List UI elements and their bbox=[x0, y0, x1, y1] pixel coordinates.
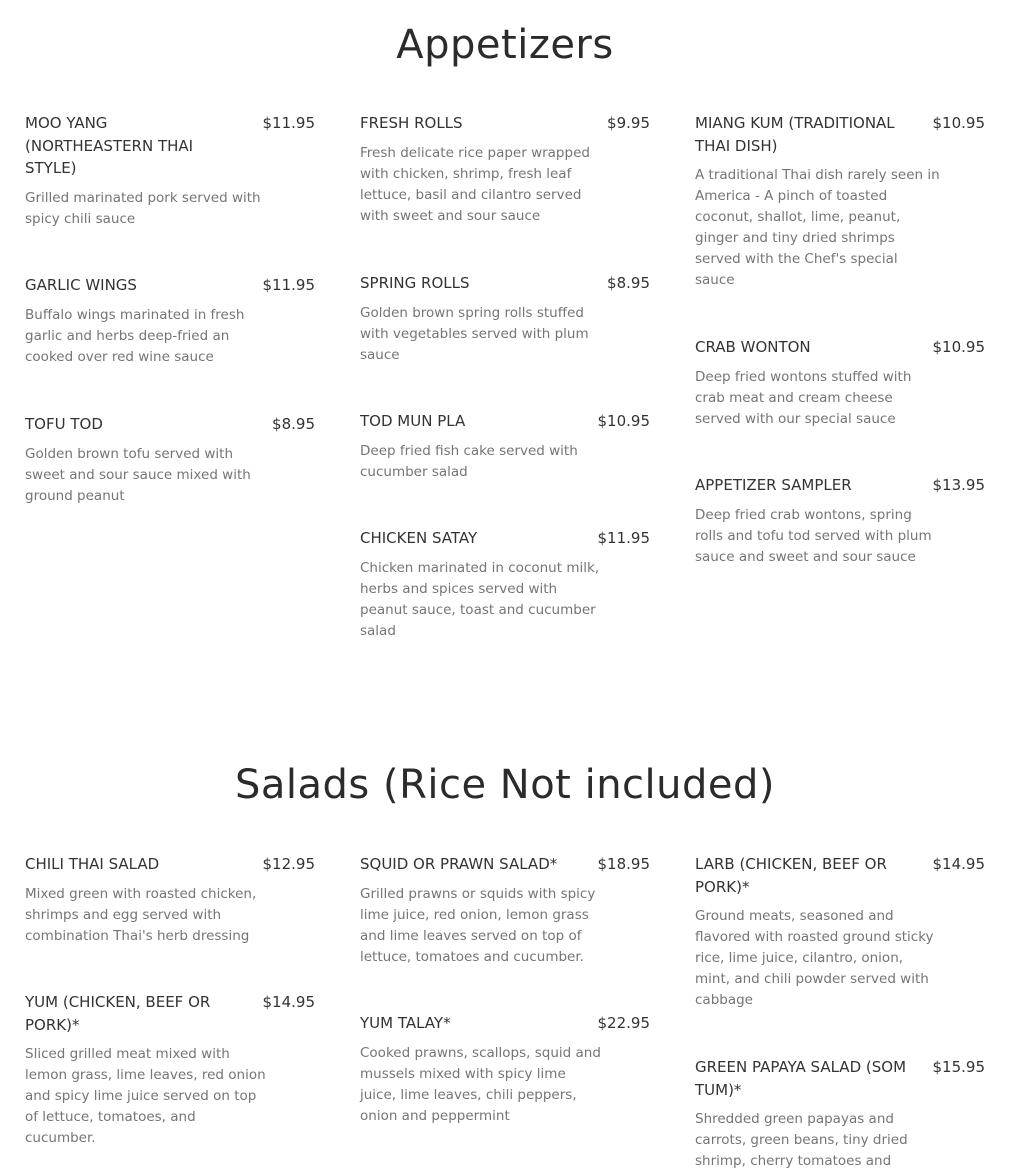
menu-item-description: Sliced grilled meat mixed with lemon grass, lime leaves, red onion and spicy lime juice served on top of lettuce, tomatoes, and cucumber. bbox=[25, 1046, 266, 1146]
menu-item bbox=[695, 336, 985, 430]
menu-item-description: Shredded green papayas and carrots, green beans, tiny dried shrimp, cherry tomatoes and bbox=[695, 1111, 908, 1169]
menu-item-price: $15.95 bbox=[932, 1058, 985, 1076]
menu-item-name: CRAB WONTON bbox=[695, 338, 811, 356]
menu-item bbox=[25, 413, 315, 507]
menu-item-name: LARB (CHICKEN, BEEF OR PORK)* bbox=[695, 855, 887, 896]
menu-item-name: CHILI THAI SALAD bbox=[25, 855, 160, 873]
menu-item bbox=[360, 410, 650, 483]
menu-item-price: $14.95 bbox=[262, 993, 315, 1011]
menu-item-name: MOO YANG (NORTHEASTERN THAI STYLE) bbox=[25, 114, 194, 177]
menu-item bbox=[25, 112, 315, 230]
menu-item-description: Deep fried fish cake served with cucumber salad bbox=[360, 442, 578, 480]
menu-item-name: YUM (CHICKEN, BEEF OR PORK)* bbox=[25, 993, 211, 1034]
menu-item-price: $22.95 bbox=[597, 1014, 650, 1032]
menu-item-price: $9.95 bbox=[607, 114, 650, 132]
menu-item-description: Deep fried wontons stuffed with crab meat and cream cheese served with our special sauce bbox=[695, 368, 912, 427]
menu-item bbox=[360, 112, 650, 227]
menu-item-price: $18.95 bbox=[597, 855, 650, 873]
menu-item-description: A traditional Thai dish rarely seen in America - A pinch of toasted coconut, shallot, lime, peanut, ginger and tiny dried shrimps served with the Chef's special sauce bbox=[695, 167, 940, 288]
menu-item-name: GARLIC WINGS bbox=[25, 276, 137, 294]
menu-item-description: Chicken marinated in coconut milk, herbs and spices served with peanut sauce, toast and cucumber salad bbox=[360, 559, 600, 639]
menu-item-price: $11.95 bbox=[262, 114, 315, 132]
menu-item-name: SQUID OR PRAWN SALAD* bbox=[360, 855, 558, 873]
menu-item bbox=[360, 527, 650, 642]
menu-item bbox=[360, 853, 650, 968]
menu-item-price: $13.95 bbox=[932, 476, 985, 494]
menu-item-description: Mixed green with roasted chicken, shrimps and egg served with combination Thai's herb dressing bbox=[25, 885, 257, 944]
menu-item bbox=[360, 272, 650, 366]
menu-item-description: Buffalo wings marinated in fresh garlic and herbs deep-fried an cooked over red wine sauce bbox=[25, 306, 245, 365]
menu-item-description: Grilled marinated pork served with spicy chili sauce bbox=[25, 189, 261, 227]
menu-item-name: FRESH ROLLS bbox=[360, 114, 463, 132]
menu-item-price: $10.95 bbox=[932, 114, 985, 132]
menu-item-description: Cooked prawns, scallops, squid and mussels mixed with spicy lime juice, lime leaves, chili peppers, onion and peppermint bbox=[360, 1044, 601, 1124]
menu-item-name: SPRING ROLLS bbox=[360, 274, 470, 292]
menu-item-name: YUM TALAY* bbox=[360, 1014, 451, 1032]
menu-item bbox=[25, 853, 315, 947]
menu-item bbox=[695, 853, 985, 1011]
salads-section-title: Salads (Rice Not included) bbox=[234, 762, 775, 808]
menu-item-price: $10.95 bbox=[597, 412, 650, 430]
menu-item-description: Grilled prawns or squids with spicy lime juice, red onion, lemon grass and lime leaves served on top of lettuce, tomatoes and cucumber. bbox=[360, 885, 596, 965]
menu-item-name: TOFU TOD bbox=[25, 415, 103, 433]
menu-item bbox=[25, 274, 315, 368]
menu-item bbox=[25, 991, 315, 1149]
menu-item-price: $10.95 bbox=[932, 338, 985, 356]
menu-item-name: MIANG KUM (TRADITIONAL THAI DISH) bbox=[695, 114, 895, 155]
menu-item-name: APPETIZER SAMPLER bbox=[695, 476, 852, 494]
menu-item-description: Golden brown spring rolls stuffed with vegetables served with plum sauce bbox=[360, 304, 589, 363]
menu-item-description: Ground meats, seasoned and flavored with roasted ground sticky rice, lime juice, cilantro, onion, mint, and chili powder served with cabbage bbox=[695, 908, 934, 1008]
menu-item bbox=[695, 112, 985, 291]
menu-item bbox=[695, 1056, 985, 1172]
menu-item-price: $12.95 bbox=[262, 855, 315, 873]
menu-item-name: TOD MUN PLA bbox=[360, 412, 466, 430]
menu-item-price: $11.95 bbox=[597, 529, 650, 547]
menu-item-price: $8.95 bbox=[272, 415, 315, 433]
menu-item-price: $11.95 bbox=[262, 276, 315, 294]
menu-item-description: Golden brown tofu served with sweet and sour sauce mixed with ground peanut bbox=[25, 445, 251, 504]
menu-item-price: $14.95 bbox=[932, 855, 985, 873]
menu-item-description: Fresh delicate rice paper wrapped with chicken, shrimp, fresh leaf lettuce, basil and cilantro served with sweet and sour sauce bbox=[360, 144, 590, 224]
menu-item-name: CHICKEN SATAY bbox=[360, 529, 478, 547]
menu-item-price: $8.95 bbox=[607, 274, 650, 292]
menu-item bbox=[360, 1012, 650, 1127]
menu-item bbox=[695, 474, 985, 568]
appetizers-section-title: Appetizers bbox=[396, 22, 614, 68]
menu-item-name: GREEN PAPAYA SALAD (SOM TUM)* bbox=[695, 1058, 907, 1099]
menu-item-description: Deep fried crab wontons, spring rolls and tofu tod served with plum sauce and sweet and sour sauce bbox=[695, 506, 932, 565]
